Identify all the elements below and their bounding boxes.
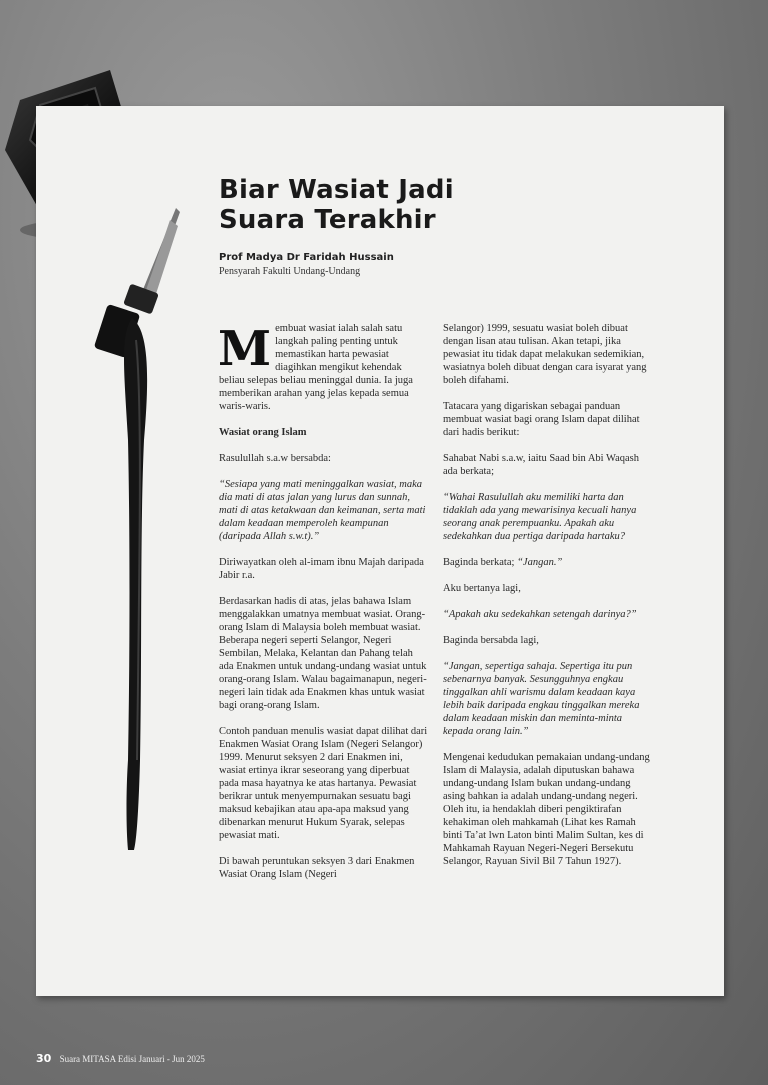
section-heading: Wasiat orang Islam <box>219 427 307 438</box>
intro-text: embuat wasiat ialah salah satu langkah paling penting untuk memastikan harta pewasiat diagihkan mengikut kehendak beliau selepas beliau meninggal dunia. Ia juga memberikan arahan yang jelas kepada semua waris-waris. <box>219 323 413 412</box>
paragraph: Mengenai kedudukan pemakaian undang-undang Islam di Malaysia, adalah diputuskan bahawa undang-undang Islam bukan undang-undang asing bahkan ia adalah undang-undang negeri. Oleh itu, ia hendaklah diberi pengiktirafan kehakiman oleh mahkamah (Lihat kes Ramah binti Ta’at lwn Laton binti Malim Sultan, kes di Mahkamah Rayuan Negeri-Negeri Bersekutu Selangor, Rayuan Sivil Bil 7 Tahun 1927). <box>443 752 650 867</box>
paragraph-text: Baginda berkata; <box>443 557 518 568</box>
paragraph: Baginda bersabda lagi, <box>443 635 539 646</box>
paragraph: Selangor) 1999, sesuatu wasiat boleh dibuat dengan lisan atau tulisan. Akan tetapi, jika pewasiat itu tidak dapat melakukan sedemikian, wasiatnya boleh dibuat dengan cara isyarat yang boleh difahami. <box>443 323 647 386</box>
hadith-quote: “Wahai Rasulullah aku memiliki harta dan tidaklah ada yang mewarisinya kecuali hanya seorang anak perempuanku. Apakah aku sedekahkan dua pertiga daripada hartaku? <box>443 492 637 542</box>
inline-quote: “Jangan.” <box>517 557 563 568</box>
column-right <box>443 322 653 881</box>
intro-paragraph <box>219 322 429 413</box>
paragraph: Berdasarkan hadis di atas, jelas bahawa Islam menggalakkan umatnya membuat wasiat. Orang-orang Islam di Malaysia boleh membuat wasiat. Beberapa negeri seperti Selangor, Negeri Sembilan, Melaka, Kelantan dan Pahang telah ada Enakmen untuk undang-undang wasiat untuk orang-orang Islam. Walau bagaimanapun, negeri-negeri lain tidak ada Enakmen khas untuk wasiat bagi orang-orang Islam. <box>219 596 427 711</box>
title-line-1: Biar Wasiat Jadi <box>219 175 454 205</box>
paragraph: Tatacara yang digariskan sebagai panduan membuat wasiat bagi orang Islam dapat dilihat dari hadis berikut: <box>443 401 640 438</box>
paragraph: Di bawah peruntukan seksyen 3 dari Enakmen Wasiat Orang Islam (Negeri <box>219 856 415 880</box>
drop-cap: M <box>218 321 272 377</box>
paragraph: Contoh panduan menulis wasiat dapat dilihat dari Enakmen Wasiat Orang Islam (Negeri Selangor) 1999. Menurut seksyen 2 dari Enakmen ini, wasiat ertinya ikrar seseorang yang diperbuat pada masa hayatnya ke atas hartanya. Pewasiat berikrar untuk menyempurnakan sesuatu bagi maksud kebajikan atau apa-apa maksud yang dibenarkan menurut Hukum Syarak, selepas pewasiat mati. <box>219 726 428 841</box>
paragraph: Diriwayatkan oleh al-imam ibnu Majah daripada Jabir r.a. <box>219 557 424 581</box>
article-title <box>219 175 619 235</box>
hadith-quote: “Jangan, sepertiga sahaja. Sepertiga itu pun sebenarnya banyak. Sesungguhnya engkau tinggalkan ahli warismu dalam keadaan kaya lebih baik daripada engkau tinggalkan mereka dalam keadaan miskin dan meminta-minta kepada orang lain.” <box>443 661 640 737</box>
paragraph <box>443 556 653 569</box>
publication-name: Suara MITASA Edisi Januari - Jun 2025 <box>59 1054 205 1064</box>
hadith-quote: “Apakah aku sedekahkan setengah darinya?” <box>443 609 637 620</box>
column-left <box>219 322 429 894</box>
page-footer <box>36 1052 205 1065</box>
author-affiliation: Pensyarah Fakulti Undang-Undang <box>219 266 361 277</box>
hadith-quote: “Sesiapa yang mati meninggalkan wasiat, maka dia mati di atas jalan yang lurus dan sunnah, mati di atas ketakwaan dan keimanan, serta mati dalam keadaan memperoleh keampunan (daripada Allah s.w.t).” <box>219 479 426 542</box>
title-line-2: Suara Terakhir <box>219 205 436 235</box>
author-name: Prof Madya Dr Faridah Hussain <box>219 252 394 263</box>
paragraph: Aku bertanya lagi, <box>443 583 521 594</box>
paragraph: Sahabat Nabi s.a.w, iaitu Saad bin Abi Waqash ada berkata; <box>443 453 639 477</box>
paragraph: Rasulullah s.a.w bersabda: <box>219 453 331 464</box>
page-number: 30 <box>36 1052 52 1065</box>
dip-pen-image <box>70 200 200 860</box>
